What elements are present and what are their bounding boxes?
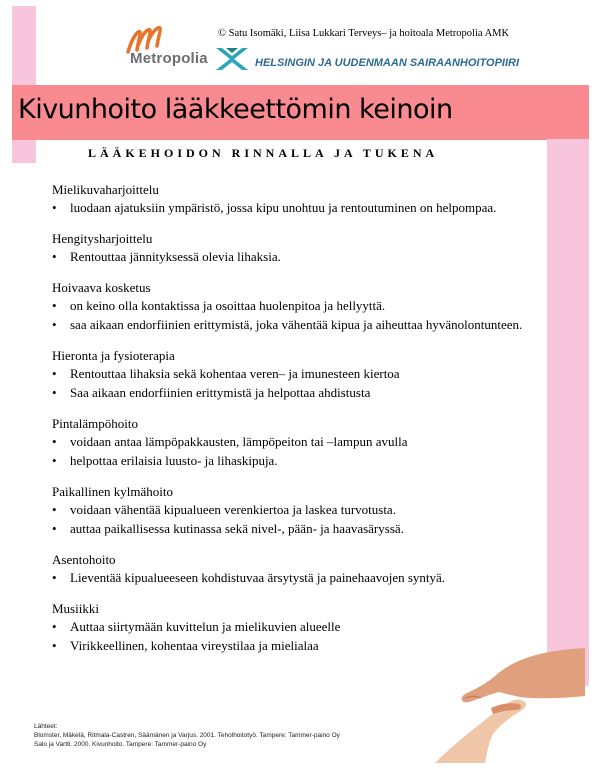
bullet-item: • helpottaa erilaisia luusto- ja lihaskipuja. [52, 452, 542, 469]
page-title: Kivunhoito lääkkeettömin keinoin [18, 94, 453, 125]
section-mielikuvaharjoittelu [52, 181, 542, 216]
references-label: Lähteet: [34, 723, 58, 730]
bullet-item: • Rentouttaa jännityksessä olevia lihaksia. [52, 248, 542, 265]
holding-hands-image [395, 638, 585, 763]
bullet-item: • Rentouttaa lihaksia sekä kohentaa veren– ja imunesteen kiertoa [52, 365, 542, 382]
section-pintalampohoito [52, 415, 542, 469]
hus-logo-icon [214, 46, 250, 72]
section-heading: Asentohoito [52, 552, 116, 567]
method-sections [52, 181, 542, 668]
bullet-item: • Virikkeellinen, kohentaa vireystilaa ja mielialaa [52, 637, 542, 654]
section-heading: Hoivaava kosketus [52, 280, 151, 295]
page-subtitle: LÄÄKEHOIDON RINNALLA JA TUKENA [88, 146, 439, 160]
bullet-item: • luodaan ajatuksiin ympäristö, jossa kipu unohtuu ja rentoutuminen on helpompaa. [52, 199, 542, 216]
bullet-item: • auttaa paikallisessa kutinassa sekä nivel-, pään- ja haavasäryssä. [52, 520, 542, 537]
section-heading: Musiikki [52, 601, 99, 616]
section-hengitysharjoittelu [52, 230, 542, 265]
section-heading: Paikallinen kylmähoito [52, 484, 173, 499]
references [34, 722, 340, 749]
reference-line: Blomster, Mäkelä, Ritmala-Castren, Säämänen ja Varjus. 2001. Teholhoitotyö. Tampere: Tammer-paino Oy [34, 732, 340, 739]
hus-organization-text: HELSINGIN JA UUDENMAAN SAIRAANHOITOPIIRI [255, 57, 520, 69]
pink-decor-right [547, 139, 589, 686]
section-asentohoito [52, 551, 542, 586]
bullet-item: • voidaan vähentää kipualueen verenkiertoa ja laskea turvotusta. [52, 501, 542, 518]
section-heading: Mielikuvaharjoittelu [52, 182, 159, 197]
section-heading: Pintalämpöhoito [52, 416, 138, 431]
bullet-item: • saa aikaan endorfiinien erittymistä, joka vähentää kipua ja aiheuttaa hyvänolontunteen. [52, 316, 542, 333]
metropolia-logo-text: Metropolia [130, 50, 208, 67]
section-hieronta [52, 347, 542, 401]
section-hoivaava-kosketus [52, 279, 542, 333]
bullet-item: • Auttaa siirtymään kuvittelun ja mielikuvien alueelle [52, 618, 542, 635]
bullet-item: • voidaan antaa lämpöpakkausten, lämpöpeiton tai –lampun avulla [52, 433, 542, 450]
section-heading: Hengitysharjoittelu [52, 231, 153, 246]
reference-line: Salo ja Vartti. 2000. Kivunhoito. Tampere: Tammer-paino Oy [34, 741, 207, 748]
section-kylmahoito [52, 483, 542, 537]
copyright-text: © Satu Isomäki, Liisa Lukkari Terveys– ja hoitoala Metropolia AMK [218, 28, 510, 39]
bullet-item: • Saa aikaan endorfiinien erittymistä ja helpottaa ahdistusta [52, 384, 542, 401]
bullet-item: • on keino olla kontaktissa ja osoittaa huolenpitoa ja hellyyttä. [52, 297, 542, 314]
bullet-item: • Lieventää kipualueeseen kohdistuvaa ärsytystä ja painehaavojen syntyä. [52, 569, 542, 586]
section-heading: Hieronta ja fysioterapia [52, 348, 175, 363]
